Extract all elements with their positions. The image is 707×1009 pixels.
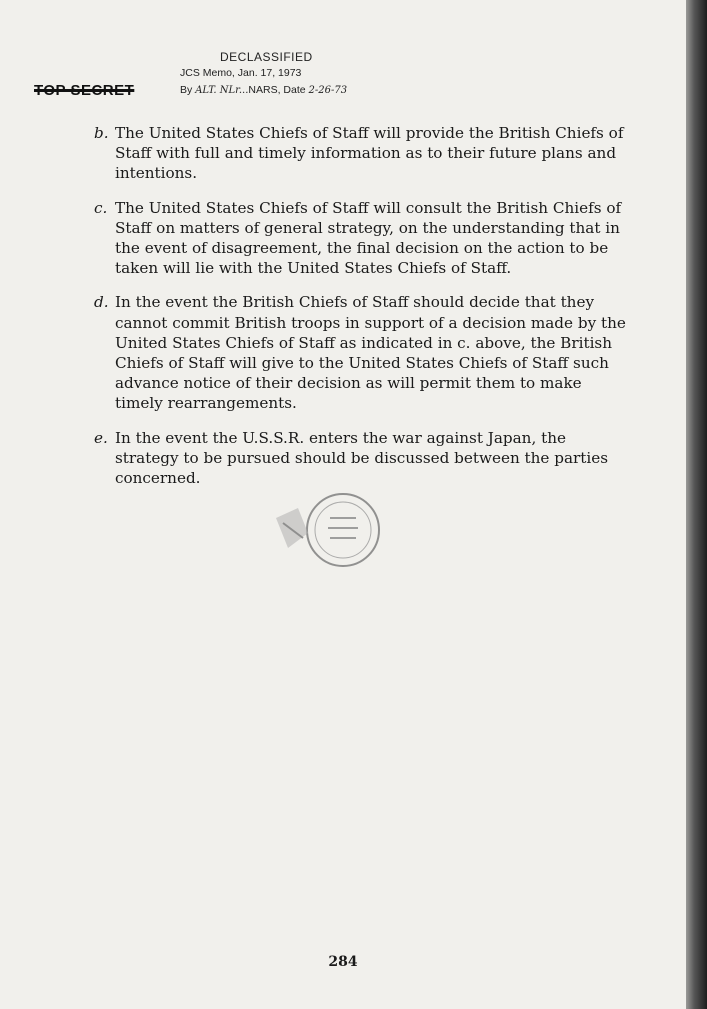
nars-label: NARS, Date: [248, 84, 306, 96]
classification-marking: TOP SECRET: [34, 82, 135, 99]
paragraph-text: The United States Chiefs of Staff will provide the British Chiefs of Staff with full and timely information as to their future plans and intentions.: [115, 124, 624, 183]
paragraph-b: [87, 123, 627, 184]
paragraph-text: In the event the British Chiefs of Staff should decide that they cannot commit British troops in support of a decision made by the United States Chiefs of Staff as indicated in c. above, the British Chiefs of Staff will give to the United States Chiefs of Staff such advance notice of their decision as will permit them to make timely rearrangements.: [115, 293, 626, 413]
paragraph-text: The United States Chiefs of Staff will consult the British Chiefs of Staff on matters of general strategy, on the understanding that in the event of disagreement, the final decision on the action to be taken will lie with the United States Chiefs of Staff.: [115, 198, 622, 278]
declassified-label: DECLASSIFIED: [220, 50, 313, 64]
declassification-stamp: [180, 50, 347, 96]
memo-line: JCS Memo, Jan. 17, 1973: [180, 67, 302, 79]
handwritten-date: 2-26-73: [308, 85, 348, 96]
binding-edge: [686, 0, 707, 1009]
archive-seal-icon: [268, 478, 388, 588]
main-text: [87, 123, 627, 502]
by-prefix: By: [180, 84, 193, 96]
authorization-line: [180, 84, 347, 96]
paragraph-letter: e.: [94, 428, 108, 447]
paragraph-text: In the event the U.S.S.R. enters the war against Japan, the strategy to be pursued should be discussed between the parties concerned.: [115, 428, 609, 488]
paragraph-d: [87, 292, 627, 413]
paragraph-letter: d.: [94, 293, 109, 312]
paragraph-c: [87, 198, 627, 279]
paragraph-letter: c.: [94, 198, 108, 217]
authorizer-signature: ALT. NLr...: [195, 85, 249, 96]
page-number: 284: [328, 954, 358, 970]
paragraph-letter: b.: [94, 124, 109, 142]
